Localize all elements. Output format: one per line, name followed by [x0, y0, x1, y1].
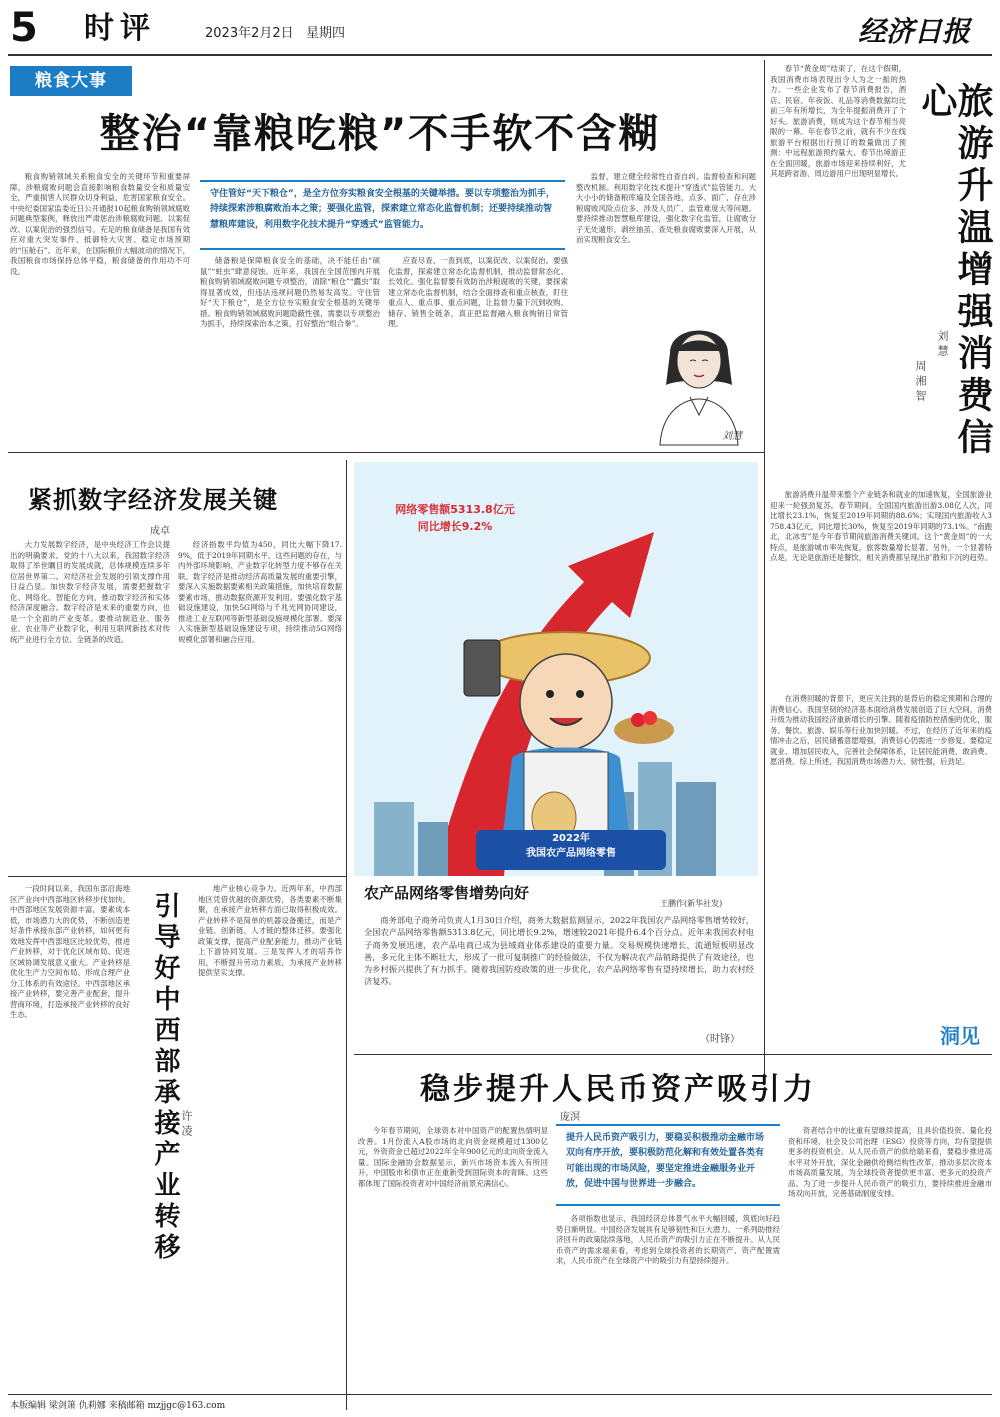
author-grain: 刘慧	[936, 330, 949, 360]
grain-col-1: 粮食购销领域关系粮食安全的关键环节和重要屏障，涉粮腐败问题会直接影响粮食数量安全和质量安全，严重损害人民群众切身利益，危害国家粮食安全。中央纪委国家监委近日公开通报10起粮食购销领域腐败问题典型案例，释放出严肃惩治涉粮腐败问题、以案促改、以案促治的强烈信号。充足的粮食储备是我国有效应对重大突发事件、抵御特大灾害、稳定市场预期的“压舱石”。近年来，在国际粮价大幅波动的情况下，我国粮食市场保持总体平稳，粮食储备的作用功不可没。	[10, 172, 190, 276]
headline-digital: 紧抓数字经济发展关键	[28, 486, 278, 514]
pull-quote-rmb: 提升人民币资产吸引力，要稳妥积极推动金融市场双向有序开放，要积极防范化解和有效处置各类有可能出现的市场风险，要坚定推进金融服务业开放，促进中国与世界进一步融合。	[556, 1124, 780, 1206]
pull-quote-grain: 守住管好“天下粮仓”，是全方位夯实粮食安全根基的关键举措。要以专项整治为抓手，持续探索涉粮腐败治本之策；要强化监管，探索建立常态化监督机制；还要持续推动智慧粮库建设，利用数字化技术提升“穿透式”监管能力。	[200, 180, 565, 250]
section-title: 时评	[84, 11, 156, 46]
agri-online-body: 商务部电子商务司负责人1月30日介绍，商务大数据监测显示，2022年我国农产品网络零售增势较好，全国农产品网络零售额5313.8亿元，同比增长9.2%，增速较2021年提升6.4个百分点。近年来我国农村电子商务发展迅速，农产品电商已成为县域商业体系建设的重要力量。交易规模快速增长、流通短板明显改善，多元化主体不断壮大，形成了一批可复制推广的经验做法，不仅为解决农产品销路提供了有效途径，也为乡村振兴提供了有力抓手。随着我国防疫政策的进一步优化，农产品网络零售有望持续增长，助力农村经济复苏。	[364, 915, 754, 987]
rmb-col-1: 今年春节期间，全球资本对中国资产的配置热情明显改善。1月份流入A股市场的北向资金规模超过1300亿元，外资资金已超过2022年全年900亿元的北向资金流入量。国际金融协会数据显示，新兴市场资本流入有所回升，中国股市和债市正在重新受到国际资本的青睐。这些都体现了国际投资者对中国经济前景充满信心。	[358, 1126, 548, 1188]
photo-credit: 王鹏作(新华社发)	[660, 899, 723, 908]
headline-grain: 整治“靠粮吃粮”不手软不含糊	[99, 111, 661, 157]
digital-col-1: 大力发展数字经济，是中央经济工作会议提出的明确要求。党的十八大以来，我国数字经济取得了举世瞩目的发展成就，总体规模连续多年位居世界第二。对经济社会发展的引领支撑作用日益凸显。加快数字经济发展，需要把握数字化、网络化、智能化方向，推动数字经济和实体经济深度融合。数字经济是未来的重要方向，也是一个全面的产业变革。要推动制造业、服务业、农业等产业数字化，利用互联网新技术对传统产业进行全方位、全链条的改造。	[10, 540, 170, 644]
footer-rule	[8, 1394, 992, 1395]
illustration-agri-ecommerce	[354, 462, 758, 876]
chart-headline-figure: 网络零售额5313.8亿元 同比增长9.2%	[395, 503, 515, 533]
grain-col-2: 储备粮是保障粮食安全的基础，决不能任由“硕鼠”“蛀虫”肆意侵蚀。近年来，我国在全国范围内开展粮食购销领域腐败问题专项整治，清除“粮仓”“蠹虫”取得显著成效，但违法违规问题仍然易发高发。守住管好“天下粮仓”，是全方位夯实粮食安全根基的关键举措。粮食购销领域腐败问题隐蔽性强，需要以专项整治为抓手，持续探索治本之策，打好整治“组合拳”。	[200, 256, 380, 329]
tourism-col-1: 春节“黄金周”结束了，在这个假期，我国消费市场表现出令人为之一振的热力。一些企业发布了春节消费报告，酒店、民宿、年夜饭、礼品等消费数据均比前三年有所增长，为全年提振消费开了个好头。旅游消费，则成为这个春节相当亮眼的一幕。年在春节之前，就有不少在线旅游平台根据出行预订的数量做出了预测：中远程旅游预约量大、春节出境游正在全面回暖，旅游市场迎来持续利好，尤其是跨省游、周边游用户出现明显增长。	[770, 64, 906, 179]
portrait-signature: 刘慧	[722, 431, 742, 442]
rmb-col-2: 各项指数也显示，我国经济总体景气水平大幅回暖，筑底向好趋势日渐明显。中国经济发展具有足够韧性和巨大潜力。一系列助推经济回升的政策陆续落地，人民币资产的吸引力正在不断提升。从人民币资产的需求端来看，考虑到全球投资者的长期资产、资产配置需求，人民币资产在全球资产中的吸引力有望持续提升。	[556, 1214, 780, 1266]
agri-online-signature: （时锋）	[700, 1034, 740, 1045]
page-number: 5	[10, 5, 38, 51]
author-rmb: 庞溟	[560, 1112, 580, 1123]
author-portrait	[640, 315, 758, 445]
headline-rmb: 稳步提升人民币资产吸引力	[420, 1072, 816, 1107]
photo-caption: 农产品网络零售增势向好	[364, 884, 530, 902]
headline-tourism: 旅游升温增强消费信心	[916, 82, 993, 460]
header-rule	[8, 54, 992, 56]
column-tag: 粮食大事	[10, 66, 132, 96]
grain-col-4: 监督，建立健全经常性自查自纠、监督检查和问题整改机制。利用数字化技术提升“穿透式”监管能力。大大小小的储备粮库遍及全国各地，点多、面广，存在涉粮腐败风险点位多、涉及人员广、监管难度大等问题。要持续推动智慧粮库建设，强化数字化监管，让腐败分子无处遁形。剥丝抽茧、查处粮食腐败要深入开展，从而实现粮食安全。	[576, 172, 756, 245]
insight-tag: 洞见	[940, 1024, 980, 1048]
masthead-logo: 经济日报	[858, 15, 971, 48]
author-central-west: 许凌	[180, 1110, 193, 1140]
author-tourism: 周湘智	[914, 360, 927, 405]
illustration-banner: 2022年 我国农产品网络零售	[526, 833, 616, 859]
central-west-col-2: 地产业核心竞争力。近两年来，中西部地区凭借优越的资源优势，各类要素不断集聚，在承接产业转移方面已取得积极成效。产业转移不是简单的机器设备搬迁，而是产业链、创新链、人才链的整体迁移。要强化政策支撑，提高产业配套能力，推动产业链上下游协同发展。三是发挥人才的培养作用，不断提升劳动力素质，为承接产业转移提供坚实支撑。	[198, 884, 342, 978]
central-west-col-1: 一段时间以来，我国东部沿海地区产业向中西部地区转移步伐加快。中西部地区发展资源丰富，要素成本低，市场潜力大的优势，不断创造更好条件承接东部产业转移，如何更有效地发挥中西部地区比较优势，推进产业转移，对于优化区域布局、促进区域协调发展意义重大。产业转移是优化生产力空间布局、形成合理产业分工体系的有效途径。中西部地区承接产业转移，要完善产业配套，提升营商环境，打造承接产业转移的良好生态。	[10, 884, 130, 1020]
issue-date: 2023年2月2日 星期四	[205, 26, 346, 41]
grain-col-3: 应查尽查、一查到底，以案促改、以案促治。要强化监督，探索建立常态化监督机制，推动监督常态化、长效化。强化监督要有效防治涉粮腐败的关键，要探索建立常态化监督机制，结合全面排查和重点核查，盯住重点人、重点事、重点问题，让监督力量下沉到收购、储存、销售全链条，真正把监督融入粮食购销日常管理。	[388, 256, 568, 329]
headline-central-west: 引导好中西部承接产业转移	[150, 892, 180, 1264]
divider-right-column	[764, 60, 765, 1080]
divider-rmb	[354, 1054, 992, 1055]
tourism-col-3: 在消费回暖的背景下，更应关注到的是背后的稳定预期和合理的消费信心。我国坚韧的经济基本面给消费发展创造了巨大空间，消费升级为推动我国经济重新增长的引擎。随着疫情防控措施的优化，服务、餐饮、旅游、娱乐等行业加快回暖。不过，在经历了近年来的疫情冲击之后，居民储蓄意愿增强，消费信心仍需进一步修复。要稳定就业、增加居民收入，完善社会保障体系，让居民能消费、敢消费、愿消费。综上所述，我国消费市场潜力大、韧性强，后劲足。	[770, 694, 992, 767]
rmb-col-3: 资者结合中的比重有望继续提高，且具价值投资、量化投资和环境、社会及公司治理（ESG）投资等方向，均有望提供更多的投资机会。从人民币资产的供给端来看，要稳步推进高水平对外开放，深化金融供给侧结构性改革，推动多层次资本市场高质量发展，为全球投资者提供更丰富、更多元的投资产品。为了进一步提升人民币资产的吸引力，要持续推进金融市场双向开放，完善基础制度安排。	[788, 1126, 992, 1199]
divider-left-block	[346, 460, 347, 1410]
digital-col-2: 经济指数平均值为450，同比大幅下降17.9%，低于2019年同期水平。这些问题的存在，与内外部环境影响、产业数字化转型力度不够存在关联。数字经济是推动经济高质量发展的重要引擎，要深入实施数据要素相关政策措施，加快培育数据要素市场，推动数据资源开发利用。要强化数字基础设施建设，加快5G网络与千兆光网协同建设，推进工业互联网等新型基础设施规模化部署。要深入实施新型基础设施建设专项，持续推动5G网络规模化部署和融合应用。	[178, 540, 342, 644]
divider-grain	[8, 452, 764, 453]
author-digital: 成卓	[150, 526, 170, 537]
portrait-illustration	[640, 315, 758, 445]
divider-digital	[8, 876, 346, 877]
editor-credits: 本版编辑 梁剑箫 仇莉娜 来稿邮箱 mzjjgc@163.com	[10, 1401, 226, 1411]
tourism-col-2: 旅游消费升温带来整个产业链条和就业的加速恢复，全国旅游业迎来一轮强劲复苏。春节期间，全国国内旅游出游3.08亿人次，同比增长23.1%，恢复至2019年同期的88.6%；实现国内旅游收入3758.43亿元，同比增长30%，恢复至2019年同期的73.1%。“南跑北，北冰雪”是今年春节期间旅游消费关键词。这个“黄金周”的一大特点，是旅游城市率先恢复，旅客数量增长显著。另外，一个显著特点是，无论是旅游还是餐饮，相关消费都呈现出扩散和下沉的趋势。	[770, 490, 992, 563]
